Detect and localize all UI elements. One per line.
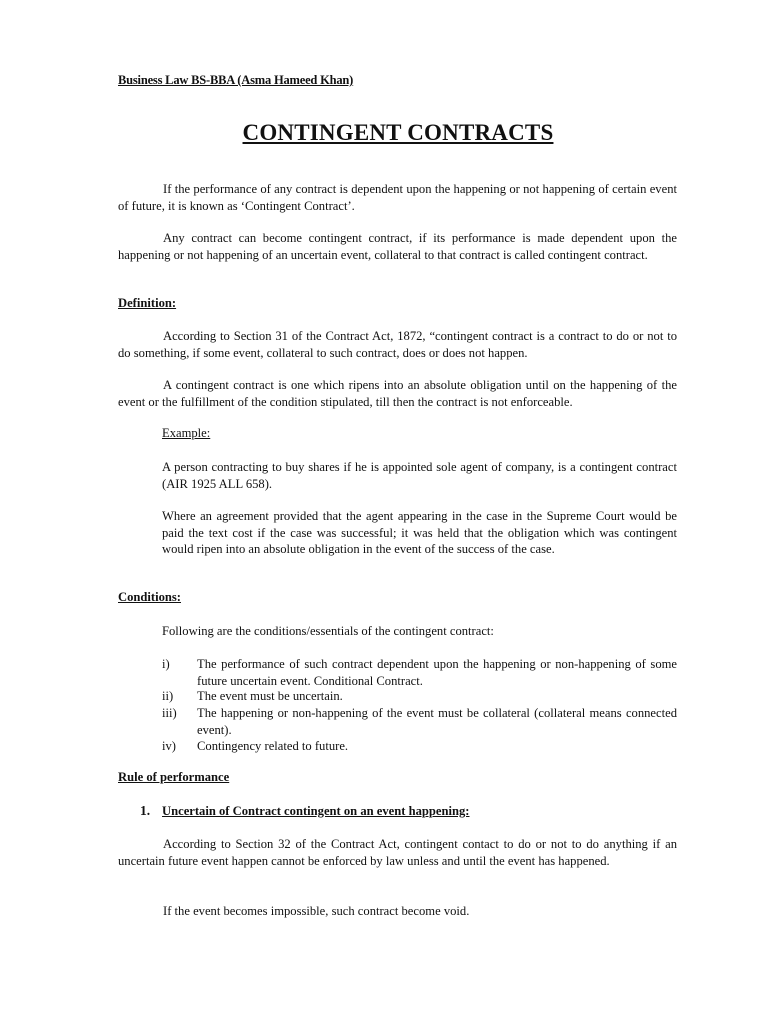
- section-1-heading: [140, 803, 470, 819]
- condition-item: [162, 688, 677, 705]
- condition-item: [162, 738, 677, 755]
- section-1-paragraph-2: If the event becomes impossible, such contract become void.: [163, 904, 470, 918]
- condition-number: i): [162, 657, 170, 671]
- document-title: CONTINGENT CONTRACTS: [242, 120, 554, 145]
- condition-number: iii): [162, 706, 177, 720]
- condition-text: The event must be uncertain.: [197, 689, 343, 703]
- condition-item: [162, 656, 677, 689]
- condition-item: [162, 705, 677, 738]
- condition-number: iv): [162, 739, 176, 753]
- example-label: Example:: [162, 426, 211, 440]
- definition-heading: Definition:: [118, 296, 177, 310]
- section-1-paragraph-1: According to Section 32 of the Contract Act, contingent contact to do or not to do anything if an uncertain future event happen cannot be enforced by law unless and until the event has happened.: [118, 837, 677, 868]
- section-title: Uncertain of Contract contingent on an event happening:: [162, 804, 470, 818]
- condition-text: The happening or non-happening of the event must be collateral (collateral means connected event).: [197, 706, 677, 737]
- example-paragraph-2: Where an agreement provided that the agent appearing in the case in the Supreme Court would be paid the text cost if the case was successful; it was held that the obligation which was contingent would ripen into an absolute obligation in the event of the success of the case.: [162, 509, 677, 556]
- intro-paragraph-2: Any contract can become contingent contract, if its performance is made dependent upon the happening or not happening of an uncertain event, collateral to that contract is called contingent contract.: [118, 231, 677, 262]
- condition-number: ii): [162, 689, 174, 703]
- document-header: Business Law BS-BBA (Asma Hameed Khan): [118, 73, 354, 87]
- section-number: 1.: [140, 803, 151, 818]
- rule-heading: Rule of performance: [118, 770, 230, 784]
- condition-text: Contingency related to future.: [197, 739, 349, 753]
- conditions-heading: Conditions:: [118, 590, 181, 604]
- intro-paragraph-1: If the performance of any contract is dependent upon the happening or not happening of certain event of future, it is known as ‘Contingent Contract’.: [118, 182, 677, 213]
- definition-paragraph-2: A contingent contract is one which ripens into an absolute obligation until on the happening of the event or the fulfillment of the condition stipulated, till then the contract is not enforceable.: [118, 378, 677, 409]
- definition-paragraph-1: According to Section 31 of the Contract Act, 1872, “contingent contract is a contract to do or not to do something, if some event, collateral to such contract, does or does not happen.: [118, 329, 677, 360]
- condition-text: The performance of such contract dependent upon the happening or non-happening of some future uncertain event. Conditional Contract.: [197, 657, 677, 688]
- example-paragraph-1: A person contracting to buy shares if he is appointed sole agent of company, is a contingent contract (AIR 1925 ALL 658).: [162, 460, 677, 491]
- conditions-intro: Following are the conditions/essentials of the contingent contract:: [162, 624, 494, 638]
